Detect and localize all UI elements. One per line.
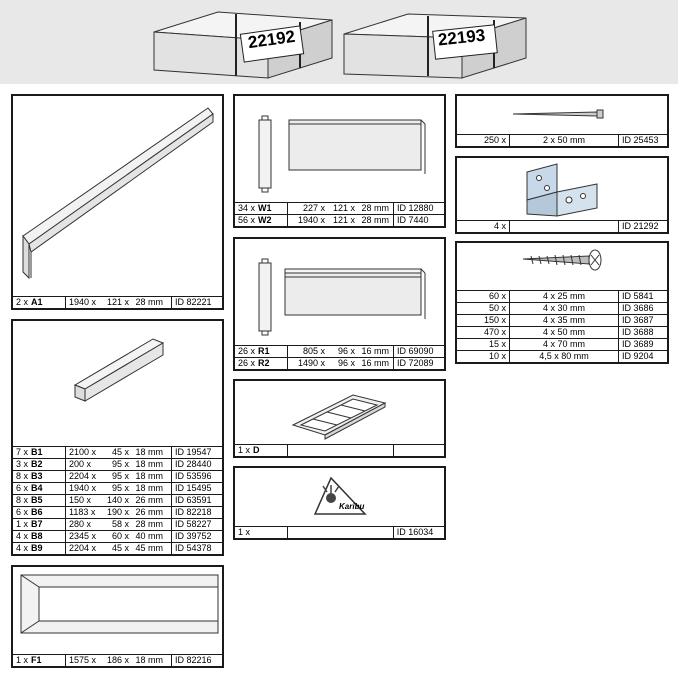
part-table-f (13, 654, 222, 666)
table-row (235, 346, 444, 358)
dim-width: 121 x (106, 297, 129, 307)
dim-thick: 18 mm (135, 459, 163, 469)
part-id: ID 63591 (172, 495, 223, 507)
package-header-band (0, 0, 678, 84)
dim-thick: 16 mm (361, 358, 389, 368)
logo-text: Karibu (339, 502, 365, 511)
qty: 26 x (238, 346, 256, 356)
qty: 50 x (457, 303, 510, 315)
dim-thick: 28 mm (361, 215, 389, 225)
qty: 1 x (16, 655, 29, 665)
table-row (457, 351, 667, 363)
table-row (13, 495, 222, 507)
part-table-logo (235, 526, 444, 538)
part-table-screws (457, 290, 667, 362)
dim-width: 96 x (337, 358, 355, 368)
qty: 7 x (16, 447, 29, 457)
dim-thick: 28 mm (135, 519, 163, 529)
part-card-d (233, 379, 446, 458)
dim-length: 1490 x (297, 358, 325, 368)
part-id: ID 82216 (172, 655, 223, 667)
part-id: ID 82221 (172, 297, 223, 309)
spec: 4 x 50 mm (510, 327, 619, 339)
qty: 6 x (16, 507, 29, 517)
part-card-a (11, 94, 224, 310)
part-code: B5 (31, 495, 43, 505)
part-id: ID 72089 (394, 358, 445, 370)
part-id: ID 58227 (172, 519, 223, 531)
table-row (13, 447, 222, 459)
table-row (13, 507, 222, 519)
dim-width: 95 x (111, 483, 129, 493)
qty: 10 x (457, 351, 510, 363)
karibu-logo-illustration (235, 468, 444, 526)
dim-length: 2345 x (69, 531, 97, 541)
package-22193 (340, 4, 530, 82)
spec: 4 x 25 mm (510, 291, 619, 303)
dim-length: 2100 x (69, 447, 97, 457)
part-code: F1 (31, 655, 42, 665)
part-card-f (11, 565, 224, 668)
screw-icon (457, 243, 667, 279)
dim-thick: 45 mm (135, 543, 163, 553)
dim-length: 2204 x (69, 543, 97, 553)
dim-width: 58 x (111, 519, 129, 529)
part-code: R2 (258, 358, 270, 368)
dim-length: 805 x (302, 346, 325, 356)
dim-length: 1940 x (297, 215, 325, 225)
part-code: B6 (31, 507, 43, 517)
table-row (13, 655, 222, 667)
dim-thick: 28 mm (135, 297, 163, 307)
part-id: ID 16034 (393, 527, 444, 539)
qty: 15 x (457, 339, 510, 351)
dim-thick: 28 mm (361, 203, 389, 213)
part-id: ID 82218 (172, 507, 223, 519)
part-table-nail (457, 134, 667, 146)
dim-length: 1575 x (69, 655, 97, 665)
table-row (457, 135, 667, 147)
dim-length: 280 x (69, 519, 92, 529)
part-table-bracket (457, 220, 667, 232)
spec: 2 x 50 mm (510, 135, 619, 147)
part-card-logo (233, 466, 446, 540)
part-code: B2 (31, 459, 43, 469)
table-row (457, 327, 667, 339)
long-rafter-illustration (13, 96, 222, 294)
part-id: ID 54378 (172, 543, 223, 555)
part-card-bracket (455, 156, 669, 234)
part-code: B1 (31, 447, 43, 457)
table-row (457, 315, 667, 327)
dim-width: 96 x (337, 346, 355, 356)
dim-thick: 18 mm (135, 471, 163, 481)
part-id: ID 19547 (172, 447, 223, 459)
part-id: ID 28440 (172, 459, 223, 471)
qty: 150 x (457, 315, 510, 327)
qty: 470 x (457, 327, 510, 339)
part-code: B4 (31, 483, 43, 493)
part-code: D (253, 445, 260, 455)
dim-width: 95 x (111, 471, 129, 481)
table-row (13, 471, 222, 483)
dim-thick: 16 mm (361, 346, 389, 356)
qty: 1 x (238, 445, 251, 455)
part-card-screws (455, 241, 669, 364)
part-table-r (235, 345, 444, 369)
dim-length: 1183 x (69, 507, 96, 517)
package-22192 (150, 4, 335, 82)
dim-width: 186 x (106, 655, 129, 665)
part-id: ID 25453 (619, 135, 668, 147)
part-id: ID 5841 (619, 291, 668, 303)
spec: 4 x 30 mm (510, 303, 619, 315)
nail-icon (457, 96, 667, 134)
part-id: ID 3689 (619, 339, 668, 351)
part-id: ID 21292 (619, 221, 668, 233)
dim-width: 45 x (111, 447, 129, 457)
roof-board-illustration (235, 239, 444, 343)
part-id: ID 3686 (619, 303, 668, 315)
beam-illustration (13, 321, 222, 431)
qty: 26 x (238, 358, 256, 368)
part-card-nail (455, 94, 669, 148)
qty: 6 x (16, 483, 29, 493)
table-row (13, 531, 222, 543)
dim-length: 150 x (69, 495, 92, 505)
part-code: B3 (31, 471, 43, 481)
table-row (13, 483, 222, 495)
spec: 4,5 x 80 mm (510, 351, 619, 363)
part-id: ID 15495 (172, 483, 223, 495)
qty: 8 x (16, 495, 29, 505)
table-row (235, 358, 444, 370)
part-table-d (235, 444, 444, 456)
window-frame-illustration (235, 381, 444, 445)
part-id: ID 39752 (172, 531, 223, 543)
dim-width: 45 x (111, 543, 129, 553)
qty: 56 x (238, 215, 256, 225)
part-id: ID 9204 (619, 351, 668, 363)
part-id: ID 7440 (394, 215, 445, 227)
part-code: W1 (258, 203, 272, 213)
part-card-w (233, 94, 446, 228)
part-id: ID 12880 (394, 203, 445, 215)
table-row (13, 297, 222, 309)
qty: 1 x (238, 527, 251, 537)
angle-bracket-icon (457, 158, 667, 220)
table-row (13, 459, 222, 471)
table-row (457, 291, 667, 303)
table-row (235, 445, 444, 457)
part-code: R1 (258, 346, 270, 356)
spec (510, 221, 619, 233)
part-id: ID 53596 (172, 471, 223, 483)
qty: 60 x (457, 291, 510, 303)
spec: 4 x 35 mm (510, 315, 619, 327)
dim-width: 190 x (106, 507, 129, 517)
dim-length: 2204 x (69, 471, 97, 481)
table-row (235, 215, 444, 227)
part-code: W2 (258, 215, 272, 225)
qty: 8 x (16, 471, 29, 481)
dim-thick: 18 mm (135, 655, 163, 665)
package-label: 22192 (246, 26, 297, 53)
table-row (13, 519, 222, 531)
dim-thick: 26 mm (135, 495, 163, 505)
part-code: B8 (31, 531, 43, 541)
qty: 250 x (457, 135, 510, 147)
part-id: ID 3687 (619, 315, 668, 327)
dim-length: 227 x (302, 203, 325, 213)
table-row (457, 221, 667, 233)
dim-width: 60 x (111, 531, 129, 541)
dim-width: 95 x (111, 459, 129, 469)
wall-board-illustration (235, 96, 444, 200)
part-id (393, 445, 444, 457)
table-row (13, 543, 222, 555)
part-code: B7 (31, 519, 43, 529)
dim-length: 1940 x (69, 483, 97, 493)
qty: 34 x (238, 203, 256, 213)
qty: 3 x (16, 459, 29, 469)
part-table-w (235, 202, 444, 226)
dim-thick: 18 mm (135, 447, 163, 457)
part-card-b (11, 319, 224, 556)
part-table-b (13, 446, 222, 554)
table-row (457, 339, 667, 351)
spec: 4 x 70 mm (510, 339, 619, 351)
frame-illustration (13, 567, 222, 655)
dim-width: 140 x (106, 495, 129, 505)
dim-width: 121 x (332, 203, 355, 213)
qty: 4 x (457, 221, 510, 233)
table-row (235, 527, 444, 539)
qty: 2 x (16, 297, 29, 307)
qty: 4 x (16, 543, 29, 553)
table-row (235, 203, 444, 215)
dim-thick: 18 mm (135, 483, 163, 493)
part-id: ID 69090 (394, 346, 445, 358)
part-card-r (233, 237, 446, 371)
dim-length: 200 x (69, 459, 92, 469)
qty: 1 x (16, 519, 29, 529)
package-label: 22193 (437, 25, 487, 50)
table-row (457, 303, 667, 315)
dim-thick: 26 mm (135, 507, 163, 517)
dim-length: 1940 x (69, 297, 97, 307)
dim-width: 121 x (332, 215, 355, 225)
dim-thick: 40 mm (135, 531, 163, 541)
part-code: A1 (31, 297, 43, 307)
qty: 4 x (16, 531, 29, 541)
part-id: ID 3688 (619, 327, 668, 339)
part-table-a (13, 296, 222, 308)
part-code: B9 (31, 543, 43, 553)
